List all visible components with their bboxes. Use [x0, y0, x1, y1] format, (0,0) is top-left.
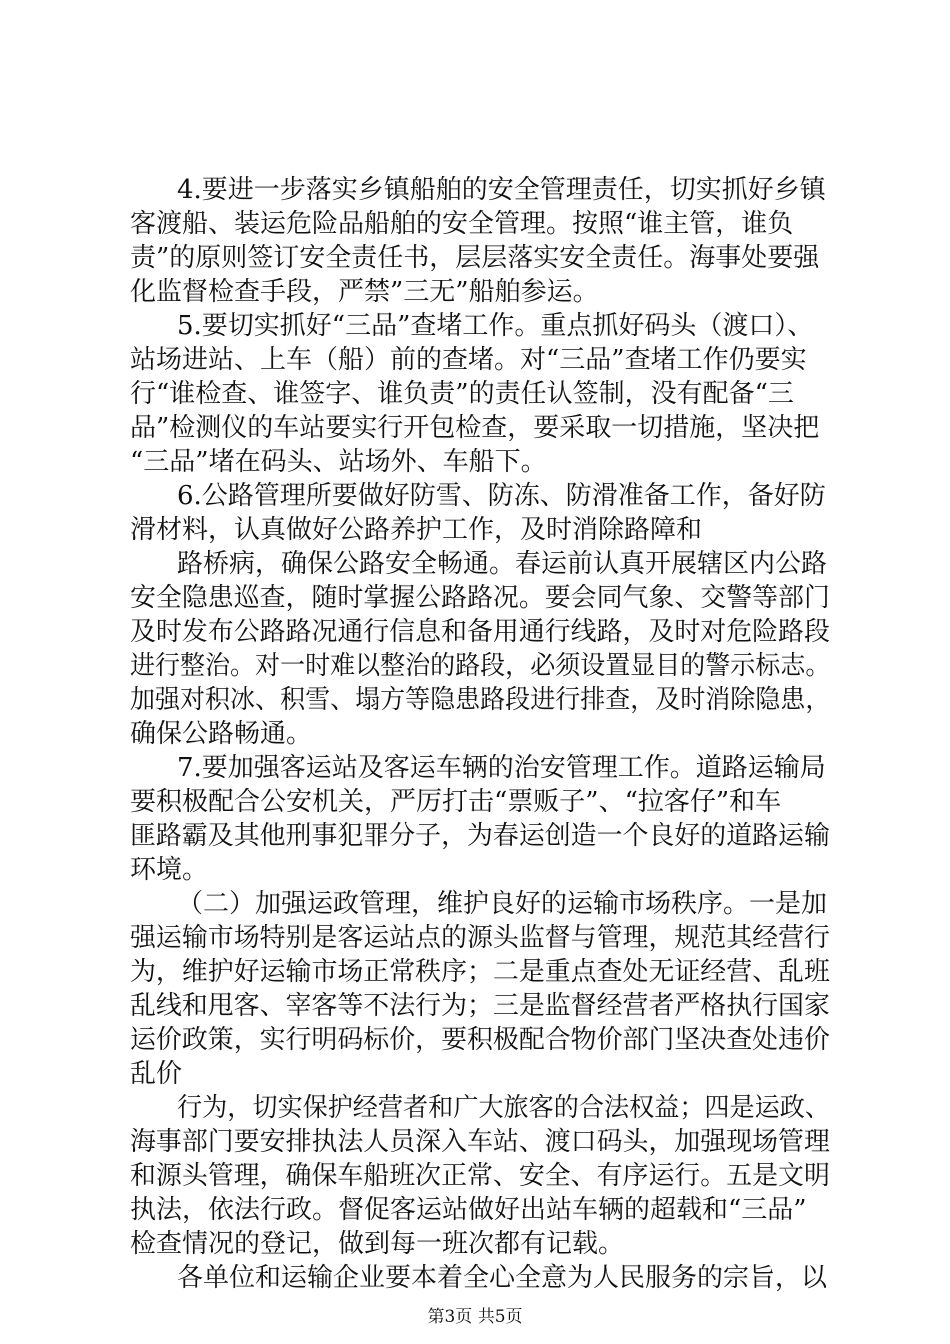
text-line: 和源头管理，确保车船班次正常、安全、有序运行。五是文明 — [130, 1161, 830, 1191]
text-line: 进行整治。对一时难以整治的路段，必须设置显目的警示标志。 — [130, 651, 831, 681]
text-line: 站场进站、上车（船）前的查堵。对“三品”查堵工作仍要实 — [130, 345, 807, 375]
text-line: 行为，切实保护经营者和广大旅客的合法权益；四是运政、 — [177, 1093, 831, 1123]
text-line: 5.要切实抓好“三品”查堵工作。重点抓好码头（渡口）、 — [177, 311, 814, 341]
text-line: 海事部门要安排执法人员深入车站、渡口码头，加强现场管理 — [130, 1127, 830, 1157]
text-line: 及时发布公路路况通行信息和备用通行线路，及时对危险路段 — [130, 617, 830, 647]
text-line: 执法，依法行政。督促客运站做好出站车辆的超载和“三品” — [130, 1195, 807, 1225]
text-line: “三品”堵在码头、站场外、车船下。 — [130, 447, 547, 477]
text-line: 7.要加强客运站及客运车辆的治安管理工作。道路运输局 — [177, 753, 826, 783]
text-line: 各单位和运输企业要本着全心全意为人民服务的宗旨，以 — [177, 1263, 828, 1293]
text-line: 为，维护好运输市场正常秩序；二是重点查处无证经营、乱班 — [130, 957, 830, 987]
text-line: 客渡船、装运危险品船舶的安全管理。按照“谁主管，谁负 — [130, 209, 794, 239]
page-number-footer: 第3页 共5页 — [427, 1307, 523, 1327]
text-line: 行“谁检查、谁签字、谁负责”的责任认签制，没有配备“三 — [130, 379, 794, 409]
text-line: 滑材料，认真做好公路养护工作，及时消除路障和 — [130, 515, 703, 545]
text-line: 乱价 — [130, 1059, 183, 1089]
text-line: 安全隐患巡查，随时掌握公路路况。要会同气象、交警等部门 — [130, 583, 830, 613]
text-line: 要积极配合公安机关，严厉打击“票贩子”、“拉客仔”和车 — [130, 787, 782, 817]
text-line: 化监督检查手段，严禁”三无”船舶参运。 — [130, 277, 599, 307]
text-line: 环境。 — [130, 855, 209, 885]
text-line: 品”检测仪的车站要实行开包检查，要采取一切措施，坚决把 — [130, 413, 820, 443]
text-line: 运价政策，实行明码标价，要积极配合物价部门坚决查处违价 — [130, 1025, 830, 1055]
text-line: 确保公路畅通。 — [130, 719, 313, 749]
text-line: 强运输市场特别是客运站点的源头监督与管理，规范其经营行 — [130, 923, 830, 953]
text-line: 检查情况的登记，做到每一班次都有记载。 — [130, 1229, 625, 1259]
text-line: 责”的原则签订安全责任书，层层落实安全责任。海事处要强 — [130, 243, 820, 273]
text-line: 6.公路管理所要做好防雪、防冻、防滑准备工作，备好防 — [177, 481, 826, 511]
text-line: 匪路霸及其他刑事犯罪分子，为春运创造一个良好的道路运输 — [130, 821, 830, 851]
text-line: 路桥病，确保公路安全畅通。春运前认真开展辖区内公路 — [177, 549, 828, 579]
text-line: （二）加强运政管理，维护良好的运输市场秩序。一是加 — [177, 889, 828, 919]
text-line: 乱线和甩客、宰客等不法行为；三是监督经营者严格执行国家 — [130, 991, 830, 1021]
text-line: 4.要进一步落实乡镇船舶的安全管理责任，切实抓好乡镇 — [177, 175, 826, 205]
text-line: 加强对积冰、积雪、塌方等隐患路段进行排查，及时消除隐患， — [130, 685, 831, 715]
